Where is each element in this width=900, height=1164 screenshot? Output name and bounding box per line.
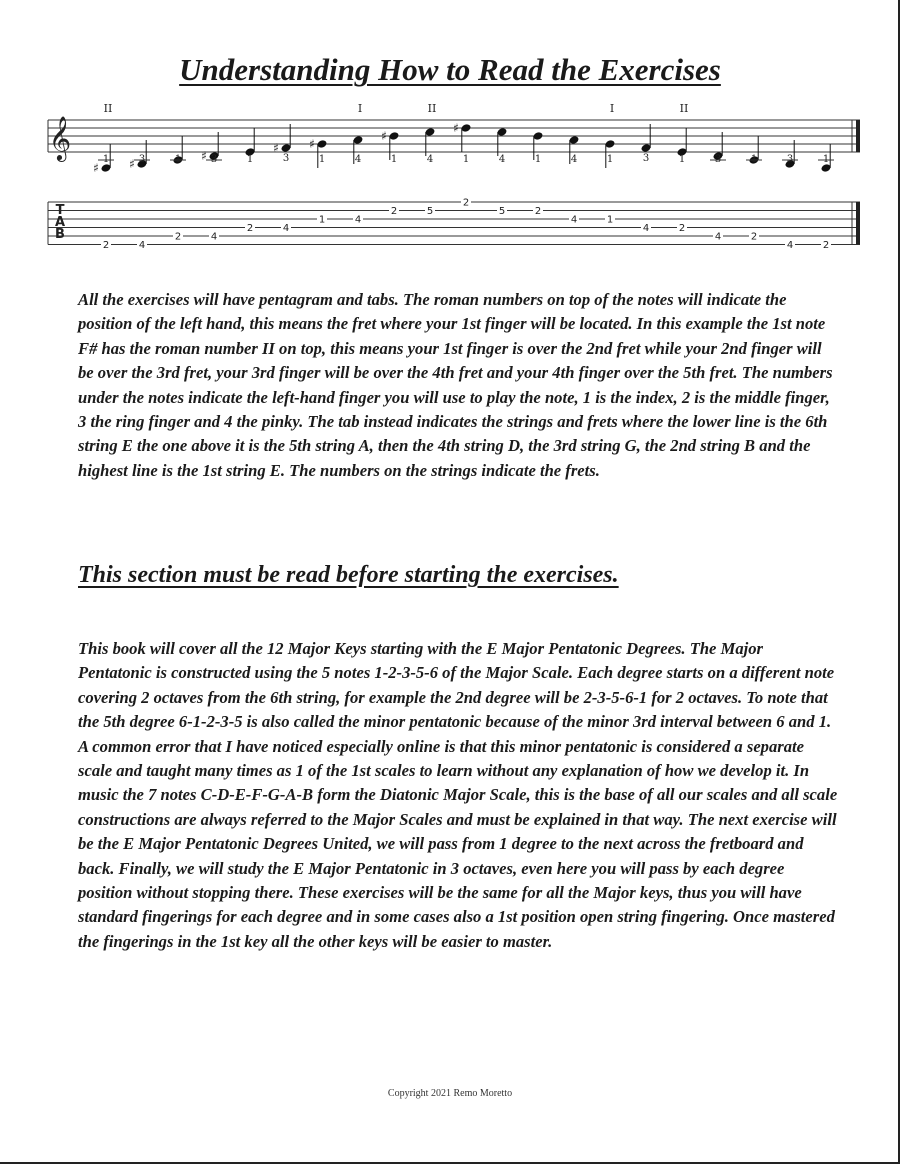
finger-number: 3: [210, 154, 218, 165]
finger-number: 4: [570, 154, 578, 165]
finger-number: 1: [750, 154, 758, 165]
finger-number: 1: [102, 154, 110, 165]
finger-number: 1: [678, 154, 686, 165]
music-notation: [46, 98, 866, 260]
tab-clef-letter: A: [54, 215, 66, 230]
fret-number: 2: [534, 206, 542, 218]
fret-number: 2: [102, 240, 110, 252]
position-numeral: I: [357, 102, 363, 115]
tab-final-barline-thick: [856, 202, 860, 245]
fret-number: 2: [462, 197, 470, 209]
sharp-icon: ♯: [273, 141, 279, 155]
position-numeral: I: [609, 102, 615, 115]
fret-number: 4: [282, 223, 290, 235]
section-heading: This section must be read before starting the exercises.: [78, 562, 619, 588]
tab-clef-letter: B: [55, 227, 65, 242]
position-numeral: II: [427, 102, 437, 115]
page-title: Understanding How to Read the Exercises: [179, 52, 721, 87]
standard-staff: [48, 102, 860, 175]
fret-number: 2: [822, 240, 830, 252]
finger-number: 4: [426, 154, 434, 165]
fret-number: 4: [570, 214, 578, 226]
fret-number: 4: [714, 231, 722, 243]
finger-number: 4: [498, 154, 506, 165]
course-overview-paragraph: This book will cover all the 12 Major Keys starting with the E Major Pentatonic Degrees. The Major Pentatonic is constructed using the 5 notes 1-2-3-5-6 of the Major Scale. Each degree starts on a different note covering 2 octaves from the 6th string, for example the 2nd degree will be 2-3-5-6-1 for 2 octaves. To note that the 5th degree 6-1-2-3-5 is also called the minor pentatonic because of the minor 3rd interval between 6 and 1. A common error that I have noticed especially online is that this minor pentatonic is considered a separate scale and taught many times as 1 of the 1st scales to learn without any explanation of how we develop it. In music the 7 notes C-D-E-F-G-A-B form the Diatonic Major Scale, this is the base of all our scales and all scale constructions are always referred to the Major Scales and must be explained in that way. The next exercise will be the E Major Pentatonic Degrees United, we will pass from 1 degree to the next across the fretboard and back. Finally, we will study the E Major Pentatonic in 3 octaves, even here you will pass by each degree position without stopping there. These exercises will be the same for all the Major keys, thus you will have standard fingerings for each degree and in some cases also a 1st position open string fingering. Once mastered the fingerings in the 1st key all the other keys will be easier to master.: [78, 639, 838, 951]
finger-number: 1: [822, 154, 830, 165]
final-barline-thick: [856, 120, 860, 152]
fret-number: 4: [354, 214, 362, 226]
finger-number: 3: [282, 153, 290, 164]
sharp-icon: ♯: [93, 161, 99, 175]
fret-number: 4: [786, 240, 794, 252]
fret-number: 2: [678, 223, 686, 235]
fret-number: 2: [750, 231, 758, 243]
fret-number: 1: [606, 214, 614, 226]
position-numeral: II: [103, 102, 113, 115]
sharp-icon: ♯: [129, 157, 135, 171]
explanation-paragraph: All the exercises will have pentagram and tabs. The roman numbers on top of the notes will indicate the position of the left hand, this means the fret where your 1st finger will be located. In this example the 1st note F# has the roman number II on top, this means your 1st finger is over the 2nd fret while your 2nd finger will be over the 3rd fret, your 3rd finger will be over the 4th fret and your 4th finger over the 5th fret. The numbers under the notes indicate the left-hand finger you will use to play the note, 1 is the index, 2 is the middle finger, 3 the ring finger and 4 the pinky. The tab instead indicates the strings and frets where the lower line is the 6th string E the one above it is the 5th string A, then the 4th string D, the 3rd string G, the 2nd string B and the highest line is the 1st string E. The numbers on the strings indicate the frets.: [78, 290, 833, 480]
finger-number: 1: [534, 154, 542, 165]
finger-number: 1: [462, 154, 470, 165]
finger-number: 1: [246, 154, 254, 165]
position-numeral: II: [679, 102, 689, 115]
fret-number: 4: [210, 231, 218, 243]
fret-number: 4: [642, 223, 650, 235]
tab-staff: [48, 197, 860, 251]
finger-number: 3: [642, 153, 650, 164]
fret-number: 1: [318, 214, 326, 226]
finger-number: 3: [138, 154, 146, 165]
finger-number: 1: [174, 154, 182, 165]
fret-number: 4: [138, 240, 146, 252]
copyright-notice: Copyright 2021 Remo Moretto: [387, 1088, 513, 1099]
finger-number: 1: [606, 154, 614, 165]
fret-number: 2: [246, 223, 254, 235]
finger-number: 4: [354, 154, 362, 165]
fret-number: 5: [498, 206, 506, 218]
treble-clef-icon: 𝄞: [48, 116, 72, 160]
finger-number: 1: [318, 154, 326, 165]
finger-number: 3: [714, 154, 722, 165]
sharp-icon: ♯: [201, 149, 207, 163]
fret-number: 2: [174, 231, 182, 243]
sharp-icon: ♯: [453, 121, 459, 135]
fret-number: 2: [390, 206, 398, 218]
finger-number: 3: [786, 154, 794, 165]
tab-clef-letter: T: [55, 203, 65, 218]
sharp-icon: ♯: [381, 129, 387, 143]
fret-number: 5: [426, 206, 434, 218]
finger-number: 1: [390, 154, 398, 165]
sharp-icon: ♯: [309, 137, 315, 151]
